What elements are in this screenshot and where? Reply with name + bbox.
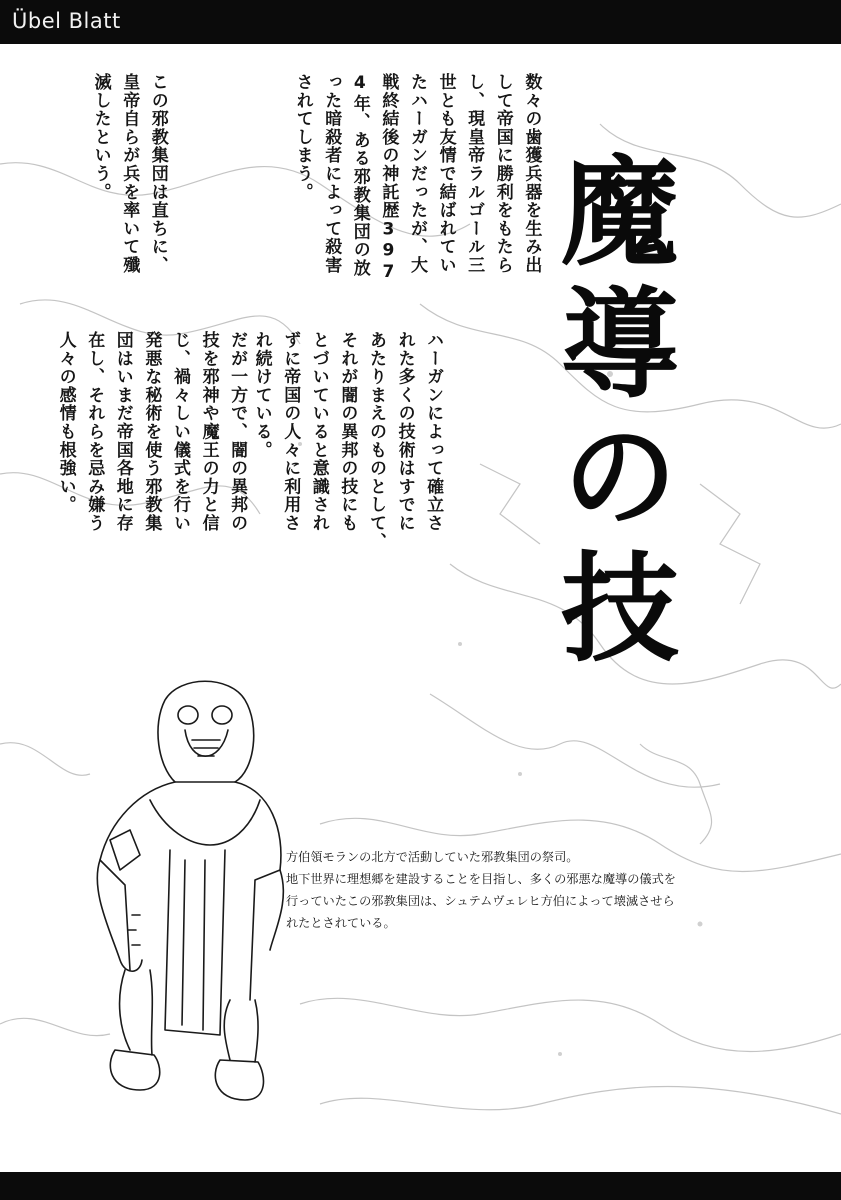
caption-line: 方伯領モランの北方で活動していた邪教集団の祭司。 bbox=[286, 850, 579, 864]
figure-caption bbox=[286, 846, 756, 934]
header-bar bbox=[0, 0, 841, 44]
page-heading: 魔導の技 bbox=[541, 150, 680, 678]
cult-priest-illustration bbox=[70, 670, 300, 1110]
book-title: Übel Blatt bbox=[12, 9, 121, 33]
body-text-bottom-right: ハーガンによって確立さ れた多くの技術はすでに あたりまえのものとして、 それが闇の異邦の技にも とづいていると意識され ずに帝国の人々に利用さ れ続けている。 bbox=[251, 331, 444, 551]
body-text-bottom-left: だが一方で、闇の異邦の 技を邪神や魔王の力と信 じ、禍々しい儀式を行い 発悪な秘術を使う邪教集 団はいまだ帝国各地に存 在し、それらを忌み嫌う 人々の感情も根強い。 bbox=[55, 331, 248, 533]
body-text-top-right: 数々の歯獲兵器を生み出 して帝国に勝利をもたら し、現皇帝ラルゴール三 世とも友情で結ばれてい たハーガンだったが、大 戦終結後の神託歴397 4年、ある邪教集団の放 った暗殺者によって殺害 されてしまう。 bbox=[292, 73, 542, 284]
caption-line: 地下世界に理想郷を建設することを目指し、多くの邪悪な魔導の儀式を bbox=[286, 872, 676, 886]
caption-line: 行っていたこの邪教集団は、シュテムヴェレヒ方伯によって壊滅させら bbox=[286, 894, 675, 908]
caption-line: れたとされている。 bbox=[286, 916, 396, 930]
footer-bar bbox=[0, 1172, 841, 1200]
body-text-top-left: この邪教集団は直ちに、 皇帝自らが兵を率いて殲 滅したという。 bbox=[90, 73, 168, 275]
